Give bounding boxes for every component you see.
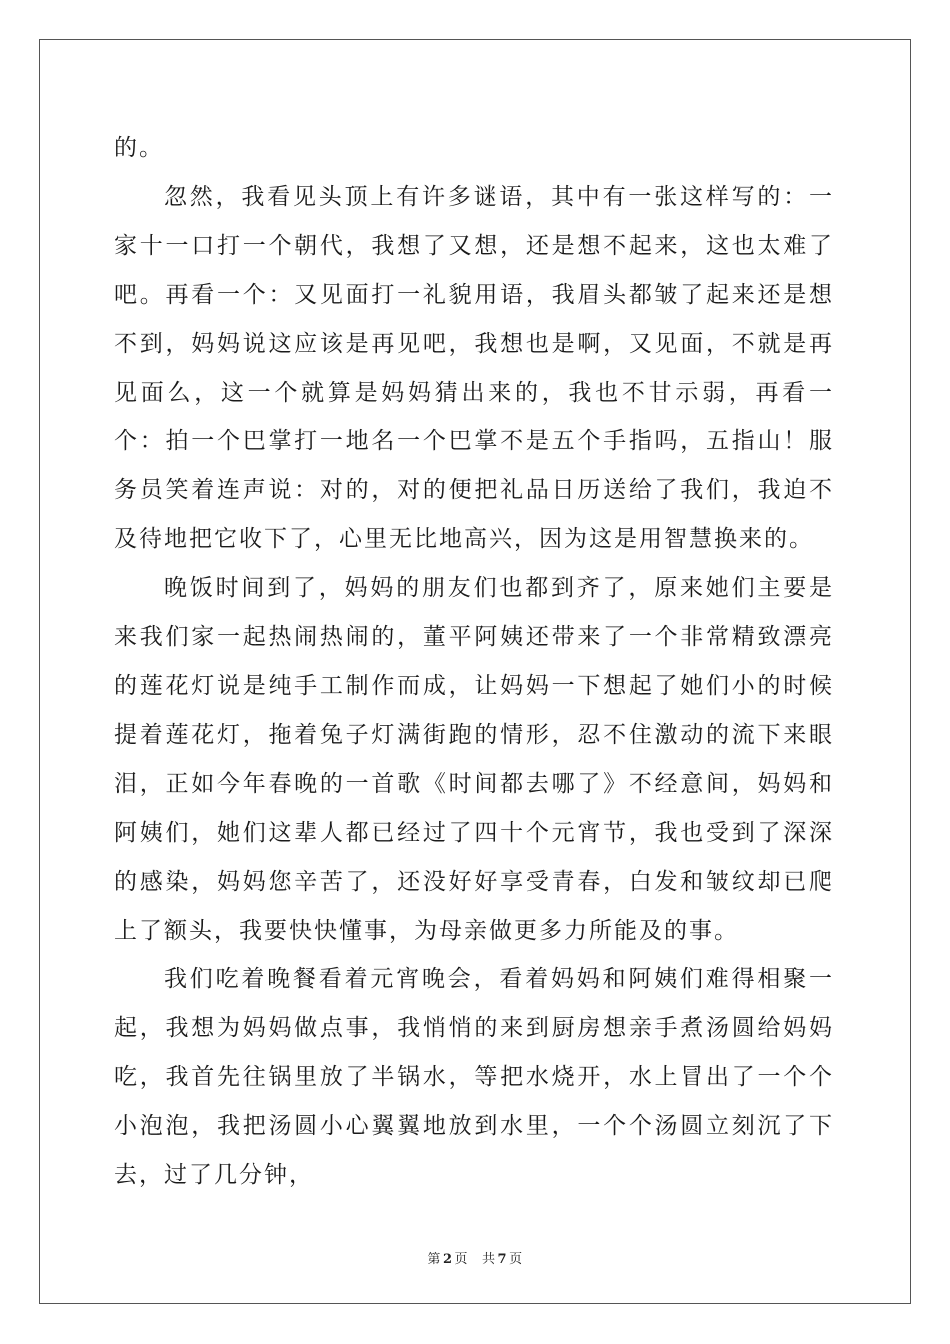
page-suffix: 页 (454, 1252, 468, 1267)
total-pages (482, 1252, 523, 1267)
current-page-number: 2 (442, 1252, 453, 1267)
paragraph-3: 晚饭时间到了，妈妈的朋友们也都到齐了，原来她们主要是来我们家一起热闹热闹的，董平阿姨还带来了一个非常精致漂亮的莲花灯说是纯手工制作而成，让妈妈一下想起了她们小的时候提着莲花灯，拖着兔子灯满街跑的情形，忍不住激动的流下来眼泪，正如今年春晚的一首歌《时间都去哪了》不经意间，妈妈和阿姨们，她们这辈人都已经过了四十个元宵节，我也受到了深深的感染，妈妈您辛苦了，还没好好享受青春，白发和皱纹却已爬上了额头，我要快快懂事，为母亲做更多力所能及的事。 (114, 575, 834, 944)
total-suffix: 页 (509, 1252, 523, 1267)
document-body (114, 124, 834, 1200)
page-number (427, 1252, 468, 1267)
page-prefix: 第 (427, 1252, 441, 1267)
paragraph-4: 我们吃着晚餐看着元宵晚会，看着妈妈和阿姨们难得相聚一起，我想为妈妈做点事，我悄悄的来到厨房想亲手煮汤圆给妈妈吃，我首先往锅里放了半锅水，等把水烧开，水上冒出了一个个小泡泡，我把汤圆小心翼翼地放到水里，一个个汤圆立刻沉了下去，过了几分钟， (114, 966, 834, 1189)
paragraph-2: 忽然，我看见头顶上有许多谜语，其中有一张这样写的：一家十一口打一个朝代，我想了又想，还是想不起来，这也太难了吧。再看一个：又见面打一礼貌用语，我眉头都皱了起来还是想不到，妈妈说这应该是再见吧，我想也是啊，又见面，不就是再见面么，这一个就算是妈妈猜出来的，我也不甘示弱，再看一个：拍一个巴掌打一地名一个巴掌不是五个手指吗，五指山！服务员笑着连声说：对的，对的便把礼品日历送给了我们，我迫不及待地把它收下了，心里无比地高兴，因为这是用智慧换来的。 (114, 183, 834, 553)
total-page-count: 7 (497, 1252, 508, 1267)
page-footer (0, 1248, 950, 1267)
total-prefix: 共 (482, 1252, 496, 1267)
paragraph-1: 的。 (114, 135, 164, 161)
